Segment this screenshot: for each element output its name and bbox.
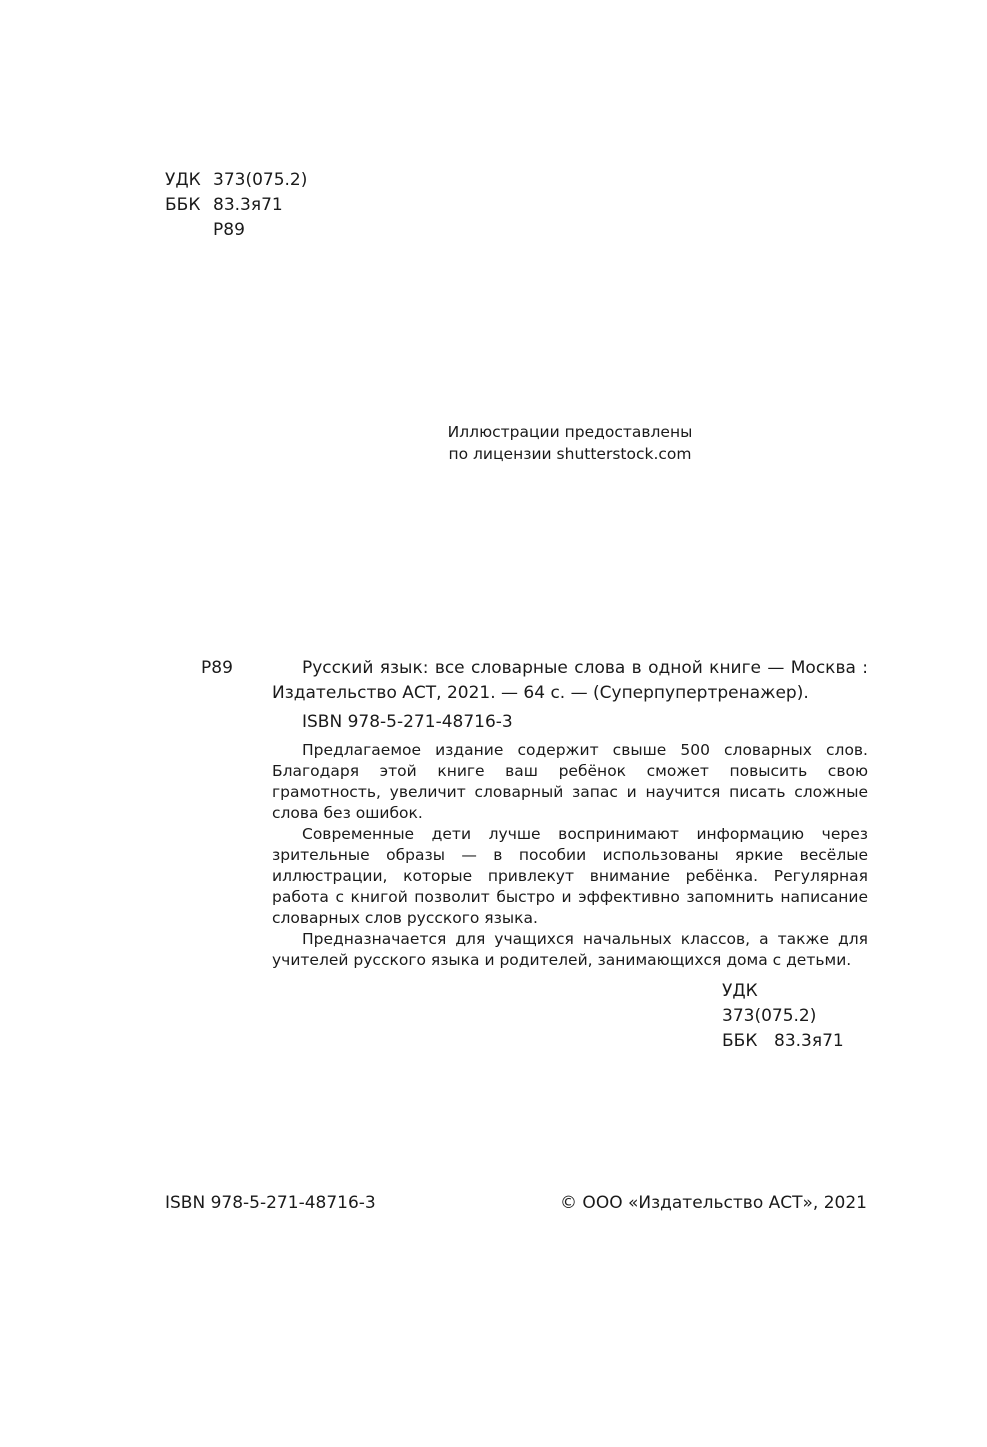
footer-isbn: ISBN 978-5-271-48716-3 [165,1193,376,1213]
author-mark: Р89 [213,220,245,240]
illustrations-credit [440,421,700,465]
udk-label: УДК [165,170,201,190]
card-bbk-value: 83.3я71 [774,1031,844,1051]
card-udk-label: УДК [722,981,758,1001]
card-bbk-label: ББК [722,1031,758,1051]
udk-value: 373(075.2) [213,170,308,190]
credit-line-2: по лицензии shutterstock.com [448,445,692,463]
bbk-label: ББК [165,195,201,215]
catalog-card [272,656,868,1054]
author-mark-row [165,218,307,243]
card-bbk-row [722,1029,868,1054]
card-author-mark: Р89 [201,658,233,678]
card-udk-value: 373(075.2) [722,1006,817,1026]
credit-line-1: Иллюстрации предоставлены [447,423,693,441]
card-classification [722,979,868,1054]
udk-row [165,168,307,193]
card-udk-row [722,979,868,1029]
annotation [272,740,868,971]
card-isbn: ISBN 978-5-271-48716-3 [302,712,513,732]
annotation-paragraph: Предлагаемое издание содержит свыше 500 словарных слов. Благодаря этой книге ваш ребёнок сможет повысить свою грамотность, увеличит словарный запас и научится писать сложные слова без ошибок. [272,741,868,822]
bibliographic-entry: Русский язык: все словарные слова в одной книге — Москва : Издательство АСТ, 2021. — 64 с. — (Суперпупертренажер). [272,658,868,703]
bbk-value: 83.3я71 [213,195,283,215]
bbk-row [165,193,307,218]
footer-copyright: © ООО «Издательство АСТ», 2021 [560,1193,867,1213]
top-classification [165,168,307,243]
annotation-paragraph: Предназначается для учащихся начальных классов, а также для учителей русского языка и родителей, занимающихся дома с детьми. [272,930,868,969]
annotation-paragraph: Современные дети лучше воспринимают информацию через зрительные образы — в пособии использованы яркие весёлые иллюстрации, которые привлекут внимание ребёнка. Регулярная работа с книгой позволит быстро и эффективно запомнить написание словарных слов русского языка. [272,825,868,927]
